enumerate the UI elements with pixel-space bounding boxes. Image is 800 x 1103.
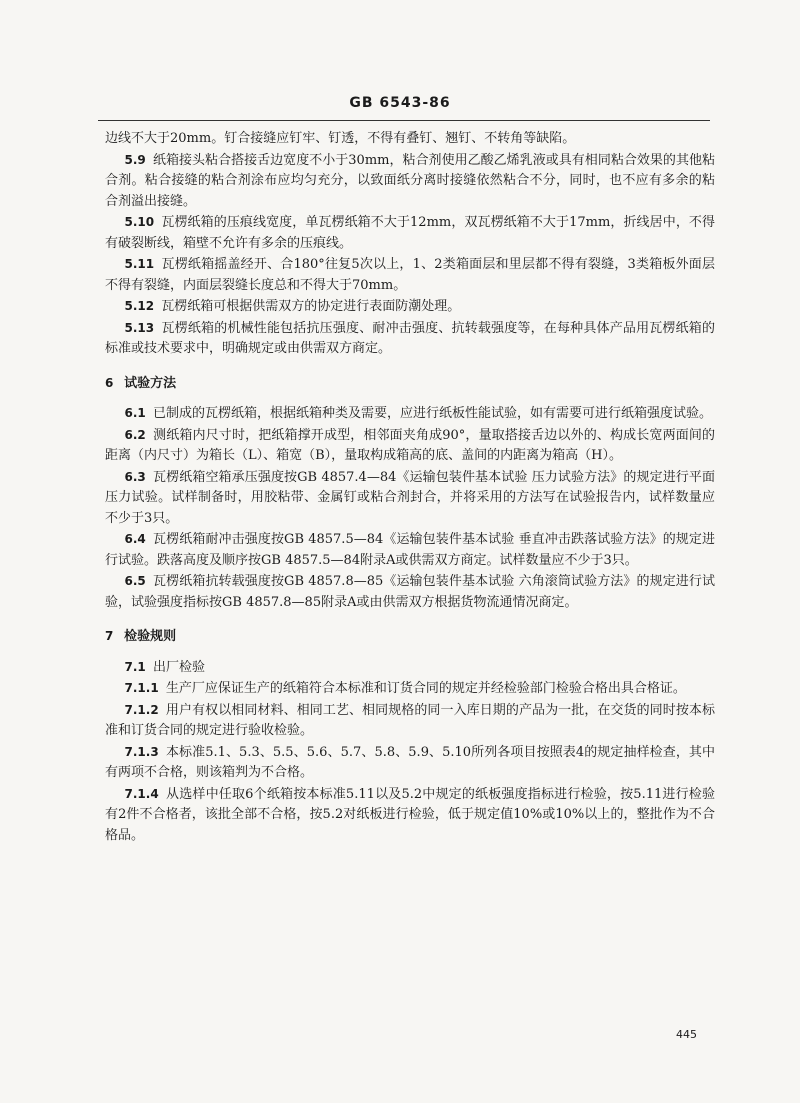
- clause-text: 瓦楞纸箱空箱承压强度按GB 4857.4—84《运输包装件基本试验 压力试验方法》的规定进行平面压力试验。试样制备时，用胶粘带、金属钉或粘合剂封合，并将采用的方法写在试验报告内，试样数量应不少于3只。: [105, 469, 715, 526]
- clause-text: 出厂检验: [152, 659, 205, 675]
- clause-text: 本标准5.1、5.3、5.5、5.6、5.7、5.8、5.9、5.10所列各项目按照表4的规定抽样检查，其中有两项不合格，则该箱判为不合格。: [105, 744, 715, 780]
- clause-number: 6.5: [124, 574, 146, 588]
- clause-7-1: [105, 657, 715, 679]
- clause-text: 用户有权以相同材料、相同工艺、相同规格的同一入库日期的产品为一批，在交货的同时按本标准和订货合同的规定进行验收检验。: [105, 702, 715, 738]
- clause-number: 5.13: [124, 320, 155, 335]
- clause-6-3: [105, 467, 715, 530]
- clause-5-12: [105, 296, 715, 318]
- clause-text: 瓦楞纸箱摇盖经开、合180°往复5次以上，1、2类箱面层和里层都不得有裂缝，3类箱板外面层不得有裂缝，内面层裂缝长度总和不得大于70mm。: [105, 257, 715, 293]
- clause-number: 7.1.1: [124, 681, 159, 695]
- clause-6-4: [105, 529, 715, 571]
- clause-text: 生产厂应保证生产的纸箱符合本标准和订货合同的规定并经检验部门检验合格出具合格证。: [165, 681, 686, 696]
- clause-text: 测纸箱内尺寸时，把纸箱撑开成型，相邻面夹角成90°，量取搭接舌边以外的、构成长宽两面间的距离（内尺寸）为箱长（L）、箱宽（B），量取构成箱高的底、盖间的内距离为箱高（H）。: [105, 427, 715, 463]
- clause-5-13: [105, 318, 715, 360]
- clause-number: 5.10: [124, 215, 155, 229]
- clause-7-1-3: [105, 742, 715, 784]
- clause-text: 瓦楞纸箱抗转载强度按GB 4857.8—85《运输包装件基本试验 六角滚筒试验方法》的规定进行试验，试验强度指标按GB 4857.8—85附录A或由供需双方根据货物流通情况商定。: [105, 574, 715, 610]
- clause-number: 6.2: [124, 427, 146, 442]
- clause-5-9: [105, 150, 715, 213]
- clause-5-11: [105, 254, 715, 296]
- clause-7-1-4: [105, 784, 715, 847]
- paragraph-5-8-continuation: 边线不大于20mm。钉合接缝应钉牢、钉透，不得有叠钉、翘钉、不转角等缺陷。: [105, 131, 576, 146]
- clause-text: 瓦楞纸箱的压痕线宽度，单瓦楞纸箱不大于12mm，双瓦楞纸箱不大于17mm，折线居中，不得有破裂断线，箱壁不允许有多余的压痕线。: [105, 215, 715, 251]
- clause-number: 6.1: [124, 406, 146, 420]
- section-title: 检验规则: [124, 629, 177, 644]
- section-number: 6: [105, 375, 114, 390]
- page-number: 445: [676, 1028, 697, 1041]
- document-body: [105, 129, 715, 846]
- clause-number: 7.1.3: [124, 744, 159, 759]
- section-title: 试验方法: [124, 375, 177, 391]
- clause-number: 6.4: [124, 532, 146, 546]
- clause-5-10: [105, 212, 715, 254]
- section-number: 7: [105, 629, 114, 643]
- clause-text: 瓦楞纸箱可根据供需双方的协定进行表面防潮处理。: [161, 299, 461, 314]
- header-rule: [98, 120, 710, 121]
- clause-text: 从选样中任取6个纸箱按本标准5.11以及5.2中规定的纸板强度指标进行检验，按5.11进行检验有2件不合格者，该批全部不合格，按5.2对纸板进行检验，低于规定值10%或10%以上的，整批作为不合格品。: [105, 786, 715, 843]
- clause-7-1-2: [105, 700, 715, 742]
- clause-text: 纸箱接头粘合搭接舌边宽度不小于30mm，粘合剂使用乙酸乙烯乳液或具有相同粘合效果的其他粘合剂。粘合接缝的粘合剂涂布应均匀充分，以致面纸分离时接缝依然粘合不分，同时，也不应有多余的粘合剂溢出接缝。: [105, 152, 715, 209]
- clause-number: 5.9: [124, 152, 146, 167]
- clause-text: 瓦楞纸箱的机械性能包括抗压强度、耐冲击强度、抗转载强度等，在每种具体产品用瓦楞纸箱的标准或技术要求中，明确规定或由供需双方商定。: [105, 320, 715, 356]
- clause-6-1: [105, 403, 715, 425]
- clause-text: 瓦楞纸箱耐冲击强度按GB 4857.5—84《运输包装件基本试验 垂直冲击跌落试验方法》的规定进行试验。跌落高度及顺序按GB 4857.5—84附录A或供需双方商定。试样数量应不少于3只。: [105, 532, 715, 568]
- clause-number: 5.12: [124, 299, 155, 313]
- document-header: GB 6543-86: [349, 95, 451, 111]
- clause-number: 7.1.2: [124, 702, 159, 717]
- clause-7-1-1: [105, 678, 715, 700]
- clause-number: 6.3: [124, 469, 146, 484]
- section-6-heading: [105, 373, 715, 395]
- section-7-heading: [105, 626, 715, 648]
- clause-number: 7.1: [124, 659, 146, 674]
- clause-number: 5.11: [124, 257, 155, 271]
- clause-6-2: [105, 425, 715, 467]
- clause-text: 已制成的瓦楞纸箱，根据纸箱种类及需要，应进行纸板性能试验，如有需要可进行纸箱强度试验。: [152, 406, 712, 421]
- clause-6-5: [105, 571, 715, 613]
- clause-number: 7.1.4: [124, 786, 159, 801]
